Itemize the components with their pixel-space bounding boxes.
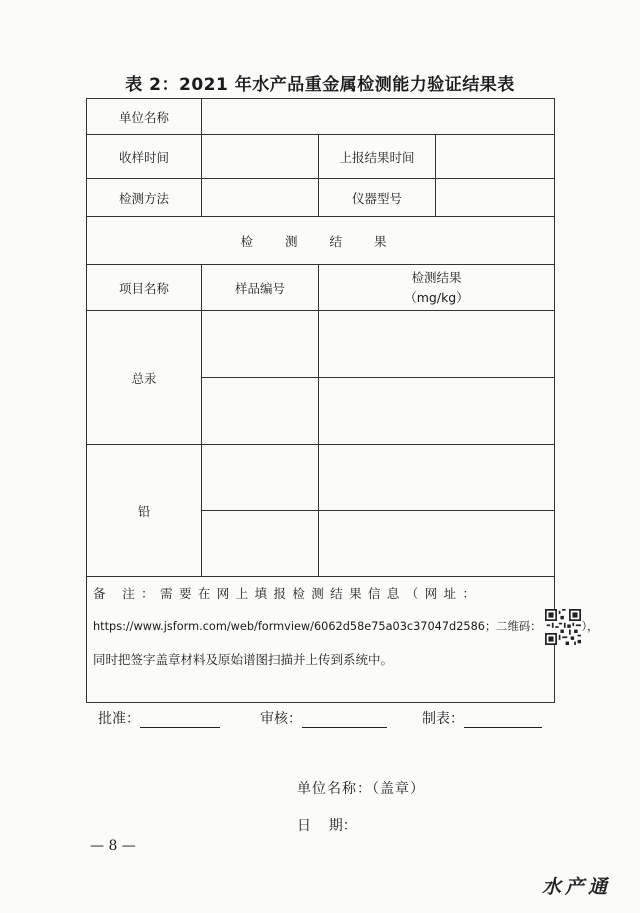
lead-sample-1[interactable] xyxy=(202,445,319,511)
org-seal-label: 单位名称：（盖章） xyxy=(297,781,425,797)
instrument-label: 仪器型号 xyxy=(319,179,436,217)
sampling-time-field[interactable] xyxy=(202,135,319,179)
item-mercury: 总汞 xyxy=(87,311,202,445)
prepare-label: 制表： xyxy=(422,711,464,727)
lead-result-1[interactable] xyxy=(319,445,555,511)
report-time-field[interactable] xyxy=(436,135,555,179)
notes-line-2 xyxy=(93,607,599,647)
notes-qr-suffix: ）， xyxy=(581,620,599,633)
item-lead: 铅 xyxy=(87,445,202,577)
notes-line-1: 备 注：需要在网上填报检测结果信息（网址： xyxy=(93,586,482,601)
notes-line-3: 同时把签字盖章材料及原始谱图扫描并上传到系统中。 xyxy=(93,652,394,667)
method-label: 检测方法 xyxy=(87,179,202,217)
col-result-unit: （mg/kg） xyxy=(404,289,469,305)
mercury-sample-1[interactable] xyxy=(202,311,319,378)
approve-label: 批准： xyxy=(98,711,140,727)
review-signature xyxy=(260,708,387,728)
col-result-title: 检测结果 xyxy=(411,269,462,285)
review-label: 审核： xyxy=(260,711,302,727)
result-form-table xyxy=(86,98,599,703)
mercury-result-1[interactable] xyxy=(319,311,555,378)
review-line[interactable] xyxy=(302,713,387,728)
method-field[interactable] xyxy=(202,179,319,217)
lead-sample-2[interactable] xyxy=(202,511,319,577)
sampling-time-label: 收样时间 xyxy=(87,135,202,179)
page-title: 表 2：2021 年水产品重金属检测能力验证结果表 xyxy=(125,75,515,95)
org-name-field[interactable] xyxy=(202,99,555,135)
lead-result-2[interactable] xyxy=(319,511,555,577)
date-label: 日 期： xyxy=(297,818,357,834)
results-header: 检 测 结 果 xyxy=(87,217,555,265)
col-result xyxy=(319,265,555,311)
notes-cell xyxy=(87,577,599,703)
report-time-label: 上报结果时间 xyxy=(319,135,436,179)
mercury-result-2[interactable] xyxy=(319,378,555,445)
prepare-signature xyxy=(422,708,542,728)
approve-line[interactable] xyxy=(140,713,220,728)
qr-code-icon[interactable] xyxy=(545,609,581,645)
watermark-logo: 水产通 xyxy=(542,876,612,898)
notes-qr-prefix: ；二维码： xyxy=(484,620,542,633)
page-number: — 8 — xyxy=(90,838,136,854)
col-item-name: 项目名称 xyxy=(87,265,202,311)
instrument-field[interactable] xyxy=(436,179,555,217)
prepare-line[interactable] xyxy=(464,713,542,728)
mercury-sample-2[interactable] xyxy=(202,378,319,445)
org-name-label: 单位名称 xyxy=(87,99,202,135)
notes-url-link[interactable]: https://www.jsform.com/web/formview/6062d58e75a03c37047d2586 xyxy=(93,620,485,633)
approve-signature xyxy=(98,708,220,728)
col-sample-number: 样品编号 xyxy=(202,265,319,311)
